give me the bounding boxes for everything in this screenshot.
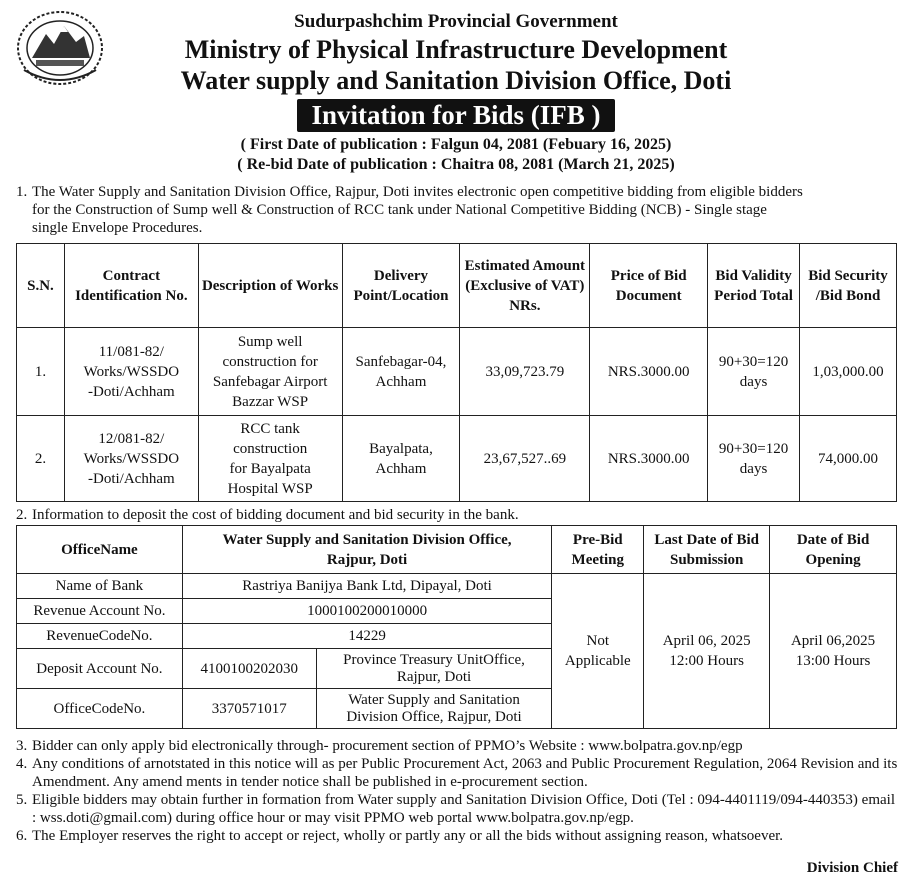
row-security: 74,000.00	[800, 416, 897, 502]
table-row	[17, 574, 897, 599]
last-date-header: Last Date of Bid Submission	[644, 526, 770, 574]
opening-header: Date of Bid Opening	[770, 526, 897, 574]
office-code-office-line: Division Office, Rajpur, Doti	[346, 708, 522, 725]
government-name: Sudurpashchim Provincial Government	[294, 11, 618, 32]
opening-line: April 06,2025	[790, 633, 876, 649]
bids-table	[16, 243, 897, 502]
intro-line-1: The Water Supply and Sanitation Division Office, Rajpur, Doti invites electronic open competitive bidding from eligible bidders	[32, 184, 803, 200]
opening-value	[770, 574, 897, 729]
header-security: Bid Security /Bid Bond	[800, 244, 897, 328]
last-date-line: April 06, 2025	[662, 633, 751, 649]
row-contract	[64, 416, 198, 502]
description-line: Sanfebagar Airport	[212, 373, 328, 390]
office-code-value: 3370571017	[182, 689, 316, 729]
office-code-office	[316, 689, 552, 729]
prebid-line: Not	[586, 633, 610, 649]
header-contract: Contract Identification No.	[64, 244, 198, 328]
delivery-line: Achham	[375, 373, 427, 390]
last-date-line: 12:00 Hours	[669, 653, 744, 669]
note-text: Bidder can only apply bid electronically through- procurement section of PPMO’s Website : www.bolpatra.gov.np/egp	[32, 738, 743, 754]
description-line: for Bayalpata	[229, 460, 311, 477]
prebid-value	[552, 574, 644, 729]
note-text: The Employer reserves the right to accept or reject, wholly or partly any or all the bids without assigning reason, whatsoever.	[32, 828, 784, 844]
description-line: Sump well	[237, 333, 303, 350]
row-description	[198, 416, 342, 502]
header-validity: Bid Validity Period Total	[708, 244, 800, 328]
notes-list	[16, 737, 900, 845]
prebid-header: Pre-Bid Meeting	[552, 526, 644, 574]
row-sn: 1.	[17, 328, 65, 416]
row-amount: 23,67,527..69	[460, 416, 590, 502]
bids-table-header	[17, 244, 897, 328]
row-description	[198, 328, 342, 416]
deposit-office-line: Province Treasury UnitOffice,	[343, 651, 525, 668]
validity-line: 90+30=120	[718, 440, 789, 457]
first-publication-date: ( First Date of publication : Falgun 04, 2081 (Febuary 16, 2025)	[240, 136, 672, 153]
delivery-line: Achham	[375, 460, 427, 477]
deposit-office-line: Rajpur, Doti	[396, 668, 472, 685]
contract-line: 11/081-82/	[98, 343, 164, 360]
validity-line: days	[739, 460, 768, 477]
header-price: Price of Bid Document	[590, 244, 708, 328]
row-delivery	[342, 416, 460, 502]
contract-line: Works/WSSDO	[83, 450, 180, 467]
table-row	[17, 416, 897, 502]
row-price: NRS.3000.00	[590, 416, 708, 502]
revenue-account-value: 1000100200010000	[182, 599, 551, 624]
row-validity	[708, 416, 800, 502]
description-line: construction	[233, 440, 308, 457]
office-name-value	[182, 526, 551, 574]
header-sn: S.N.	[17, 244, 65, 328]
office-name: Water supply and Sanitation Division Office, Doti	[180, 66, 732, 95]
row-amount: 33,09,723.79	[460, 328, 590, 416]
contract-line: 12/081-82/	[98, 430, 165, 447]
signature: Division Chief	[806, 860, 898, 876]
row-contract	[64, 328, 198, 416]
deposit-info-text: Information to deposit the cost of bidding document and bid security in the bank.	[32, 507, 519, 523]
deposit-account-label: Deposit Account No.	[17, 649, 183, 689]
bank-value: Rastriya Banijya Bank Ltd, Dipayal, Doti	[182, 574, 551, 599]
intro-line-2: for the Construction of Sump well & Construction of RCC tank under National Competitive Bidding (NCB) - Single stage	[32, 202, 767, 218]
intro-paragraph	[16, 183, 900, 237]
bank-table-header	[17, 526, 897, 574]
note-text: Any conditions of arnotstated in this notice will as per Public Procurement Act, 2063 and Public Procurement Regulation, 2064 Revision and its Amendment. Any amend ments in tender notice shall be published in e-procurement section.	[32, 756, 898, 790]
notice-header	[0, 0, 912, 175]
opening-line: 13:00 Hours	[795, 653, 871, 669]
note-number: 4.	[16, 756, 28, 772]
office-name-label: OfficeName	[17, 526, 183, 574]
revenue-code-label: RevenueCodeNo.	[17, 624, 183, 649]
ministry-name: Ministry of Physical Infrastructure Development	[184, 35, 728, 64]
header-delivery: Delivery Point/Location	[342, 244, 460, 328]
contract-line: Works/WSSDO	[83, 363, 180, 380]
description-line: RCC tank	[240, 420, 300, 437]
deposit-info-number: 2.	[16, 507, 28, 523]
office-code-label: OfficeCodeNo.	[17, 689, 183, 729]
note-item	[16, 755, 900, 791]
prebid-line: Applicable	[564, 653, 631, 669]
description-line: construction for	[222, 353, 318, 370]
last-date-value	[644, 574, 770, 729]
note-number: 6.	[16, 828, 28, 844]
office-code-office-line: Water Supply and Sanitation	[348, 691, 520, 708]
deposit-account-office	[316, 649, 552, 689]
rebid-publication-date: ( Re-bid Date of publication : Chaitra 08, 2081 (March 21, 2025)	[237, 156, 675, 173]
ifb-title: Invitation for Bids (IFB )	[297, 99, 614, 132]
note-number: 5.	[16, 792, 28, 808]
description-line: Hospital WSP	[227, 480, 313, 497]
row-security: 1,03,000.00	[800, 328, 897, 416]
delivery-line: Sanfebagar-04,	[355, 353, 447, 370]
note-text: Eligible bidders may obtain further in formation from Water supply and Sanitation Division Office, Doti (Tel : 094-4401119/094-440353) email : wss.doti@gmail.com) during office hour or may visit PPMO web portal www.bolpatra.gov.np/egp.	[32, 792, 895, 826]
contract-line: -Doti/Achham	[88, 470, 175, 487]
note-item	[16, 827, 900, 845]
validity-line: days	[739, 373, 768, 390]
office-name-line: Rajpur, Doti	[326, 551, 408, 568]
deposit-account-value: 4100100202030	[182, 649, 316, 689]
note-number: 3.	[16, 738, 28, 754]
table-row	[17, 328, 897, 416]
description-line: Bazzar WSP	[232, 393, 309, 410]
revenue-account-label: Revenue Account No.	[17, 599, 183, 624]
deposit-info	[16, 506, 900, 524]
row-validity	[708, 328, 800, 416]
header-amount: Estimated Amount (Exclusive of VAT) NRs.	[460, 244, 590, 328]
contract-line: -Doti/Achham	[88, 383, 175, 400]
intro-line-3: single Envelope Procedures.	[32, 220, 203, 236]
revenue-code-value: 14229	[182, 624, 551, 649]
office-name-line: Water Supply and Sanitation Division Office,	[222, 531, 512, 548]
validity-line: 90+30=120	[718, 353, 789, 370]
intro-number: 1.	[16, 184, 28, 200]
bank-table	[16, 525, 897, 729]
row-delivery	[342, 328, 460, 416]
bank-label: Name of Bank	[17, 574, 183, 599]
note-item	[16, 737, 900, 755]
row-price: NRS.3000.00	[590, 328, 708, 416]
note-item	[16, 791, 900, 827]
header-description: Description of Works	[198, 244, 342, 328]
row-sn: 2.	[17, 416, 65, 502]
delivery-line: Bayalpata,	[369, 440, 433, 457]
